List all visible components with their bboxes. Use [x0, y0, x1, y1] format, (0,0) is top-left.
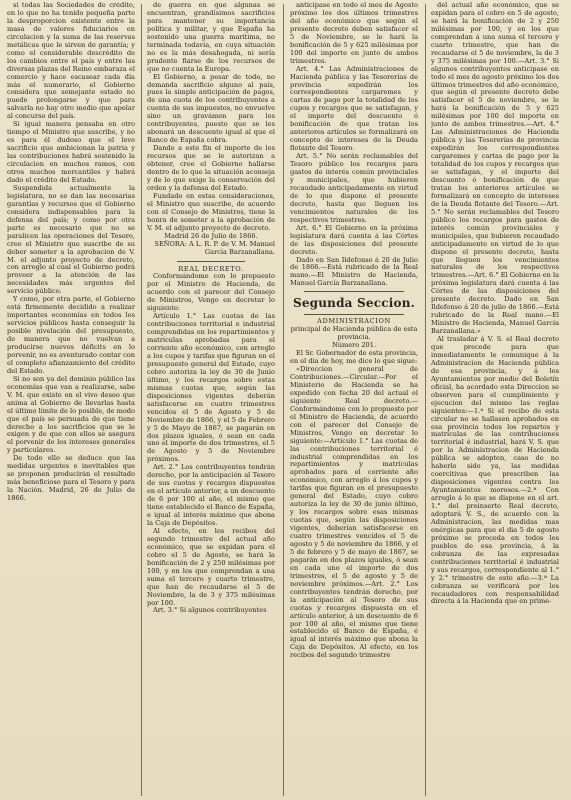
paragraph: Artículo 1.° Las cuotas de las contribuciones territorial e industrial comprendidas en los repartimientos y matrículas aprobadas para el corriente año económico, con arreglo a los cupos y tarifas que figuran en el presupuesto general del Estado, cuyo cobro autoriza la ley de 30 de Junio último, y los recargos sobre estas mismas cuotas que, según las disposiciones vigentes deberán satisfacerse en cuatro trimestres vencidos el 5 de Agosto y 5 de Noviembre de 1866, y el 5 de Febrero y 5 de Mayo de 1867, se pagarán en dos plazos iguales, ó sean en cada uno el importe de dos trimestres, el 5 de Agosto y 5 de Noviembre próximos. — [147, 312, 275, 464]
paragraph: Art. 2.° Los contribuyentes tendrán derecho, por la anticipación al Tesoro de sus cuotas y recargos dispuestos en el artículo anterior, a un descuento de 6 por 100 al año, el mismo que tiene establecido el Banco de España, e igual al interés máximo que abona la Caja de Depósitos. — [147, 463, 275, 527]
paragraph: De todo ello se deduce que las medidas urgentes e inevitables que se proponen producirán el resultado más beneficioso para el Tesoro y para la Nación. Madrid, 26 de Julio de 1866. — [7, 454, 135, 503]
circular-number: Número 201. — [331, 341, 377, 350]
paragraph: si todas las Sociedades de crédito, en lo que no ha tenido pequeña parte la desproporcion existente entre la masa de valores fiduciarios en circulacion y la suma de las reservas metálicas que le sirven de garantía; y como el considerable descrédito de los cambios entre el país y entre las diversas plazas del Reino embaraza el comercio y hace escasear cada día más el numerario, el Gobierno considera que semejante estado no puede prolongarse y que para salvarla no hay otro medio que apelar al concurso del país. — [7, 2, 135, 121]
column-2 — [147, 2, 275, 798]
column-divider — [141, 4, 142, 796]
paragraph: del actual año económico, que se expidan para el cobro en 5 de agosto, se hará la bonificación de 2 y 250 milésimas por 100, y en los que comprendan á una suma el tercero y cuarto trimestre, que han de recaudarse el 5 de noviembre, la de 3 y 375 milésimas por 100.—Art. 3.° Si algunos contribuyentes anticipase en todo el mes de agosto próximo los dos últimos trimestres del año económico, que según el presente decreto debe satisfacer el 5 de noviembre, se le hará la bonificación de 5 y 625 milésimas por 100 del importe en junto de ambos trimestres.—Art. 4.° Las Administraciones de Hacienda pública y las Tesorerías de provincia expedirán los correspondientes cargaremes y cartas de pago por la totalidad de los cupos y recargos que se satisfagan, y el importe del descuento ó bonificación de que tratan los anteriores artículos se formalizará en concepto de intereses de la Deuda flotante del Tesoro.—Art. 5.° No serán reclamables del Tesoro público los recargos para gastos de interés común provinciales y municipales, que hubieren recaudado anticipadamente en virtud de lo que dispone el presente decreto, hasta que lleguen los vencimientos naturales de los respectivos trimestres.—Art. 6.° El Gobierno en la próxima legislatura dará cuenta á las Córtes de las disposiciones del presente decreto. Dado en San Ildefonso á 20 de julio de 1866.—Está rubricado de la Real mano.—El Ministro de Hacienda, Manuel García Barzanallana.» — [431, 2, 559, 336]
paragraph: Art. 5.° No serán reclamables del Tesoro público los recargos para gastos de interés común provinciales y municipales, que hubieren recaudado anticipadamente en virtud de lo que dispone el presente decreto, hasta que lleguen los vencimientos naturales de los respectivos trimestres. — [290, 152, 418, 224]
paragraph: Suspendida actualmente la legislatura, no se dan las necesarias garantías y recursos que el Gobierno considera indispensables para la defensa del país; y como por otra parte es necesario que no se paralicen las operaciones del Tesoro, cree el Ministro que suscribe de su deber someter a la aprobacion de V. M. el adjunto proyecto de decreto, con arreglo al cual el Gobierno podrá proveer a la atención de las necesidades más urgentes del servicio público. — [7, 183, 135, 296]
paragraph: Art. 4.° Las Administraciones de Hacienda pública y las Tesorerías de provincia expedirán los correspondientes cargaremes y cartas de pago por la totalidad de los cupos y recargos que se satisfagan, y el importe del descuento ó bonificación de que tratan los anteriores artículos se formalizará en concepto de intereses de la Deuda flotante del Tesoro. — [290, 64, 418, 153]
decree-heading: REAL DECRETO. — [178, 264, 244, 273]
separator — [304, 314, 404, 315]
section-subtitle-line2: principal de Hacienda pública de esta provincia. — [290, 325, 418, 342]
separator — [304, 291, 404, 292]
paragraph: Dando a este fin el importe de los recursos que se le autorizan a obtener, cree el Gobierno hallarse dentro de lo que la situación aconseja y de lo que exige la conservación del orden y la defensa del Estado. — [147, 144, 275, 192]
paragraph: El Sr. Gobernador de esta provincia, en el dia de hoy, me dice lo que sigue: — [290, 349, 418, 366]
column-1 — [7, 2, 135, 798]
paragraph: anticipase en todo el mes de Agosto próximo los dos últimos trimestres del año económico que según el presente decreto deben satisfacer el 5 de Noviembre, se le hará la bonificación de 5 y 625 milésimas por 100 del importe en junto de ambos trimestres. — [290, 2, 418, 65]
section-subtitle: ADMINISTRACION — [317, 317, 391, 326]
paragraph: Si no son ya del dominio público las economías que van a realizarse, sabe V. M. que existe en el vivo deseo que anima al Gobierno de llevarlas hasta el último límite de lo posible, de modo que el país se persuada de que tiene derecho a los sacrificios que se le exigen y de que con ellos se asegura el porvenir de los intereses generales y particulares. — [7, 374, 135, 455]
paragraph: «Direccion general de Contribuciones.—Circular.—Por el Ministerio de Hacienda se ha expedido con fecha 20 del actual el siguiente Real decreto.—Conformándome con lo propuesto por el Ministro de Hacienda, de acuerdo con el parecer del Consejo de Ministros, Vengo en decretar lo siguiente:—Artículo 1.° Las cuotas de las contribuciones territorial é industrial comprendidas en los repartimientos y matrículas aprobados para el corriente año económico, con arreglo á los cupos y tarifas que figuran en el presupuesto general del Estado, cuyo cobro autoriza la ley de 30 de junio último, y los recargos sobre esas mismas cuotas que, según las disposiciones vigentes, deberían satisfacerse en cuatro trimestres vencidos el 5 de agosto y 5 de noviembre de 1866, y el 5 de febrero y 5 de mayo de 1867, se pagarán en dos plazos iguales, ó sean en cada uno el importe de dos trimestres, el 5 de agosto y 5 de noviembre próximos.—Art. 2.° Los contribuyentes tendrán derecho, por la anticipación al Tesoro de sus cuotas y recargos dispuesta en el artículo anterior, á un descuento de 6 por 100 al año, el mismo que tiene establecido el Banco de España, é igual al interés máximo que abona la Caja de Depósitos. Al efecto, en los recibos del segundo trimestre — [290, 365, 418, 660]
paragraph: Y como, por otra parte, el Gobierno está firmemente decidido a realizar importantes economías en todos los servicios públicos hasta conseguir la posible nivelación del presupuesto, de manera que no vuelvan a producirse nuevos déficits en lo porvenir, no es aventurado contar con el completo afianzamiento del crédito del Estado. — [7, 295, 135, 375]
paragraph: de guerra en que algunas se encuentran, grandísimos sacrificios para mantener su importancia política y militar, y que España ha sostenido una guerra marítima, no terminada todavía, en cuya situación no es la más desahogada, ni sería prudente fiarse de los recursos de que no cuenta la Europa. — [147, 2, 275, 73]
separator — [177, 261, 245, 262]
column-4 — [431, 2, 559, 798]
paragraph: Al efecto, en los recibos del segundo trimestre del actual año económico, que se expidan para el cobro el 5 de Agosto, se hará la bonificación de 2 y 250 milésimas por 100, y en los que comprendan a una suma el tercero y cuarto trimestre, que han de recaudarse el 5 de Noviembre, la de 3 y 375 milésimas por 100. — [147, 526, 275, 607]
paragraph: El Gobierno, a pesar de todo, no demanda sacrificio alguno al país, pues la simple anticipación de pagos, de una cuota de los contribuyentes a cuenta de sus impuestos, no envuelve sino un gravámen para los contribuyentes, puesto que se les abonará un descuento igual al que el Banco de España cobra. — [147, 72, 275, 145]
paragraph: Fundado en estas consideraciones, el Ministro que suscribe, de acuerdo con el Consejo de Ministros, tiene la honra de someter a la aprobación de V. M. el adjunto proyecto de decreto. — [147, 191, 275, 232]
dateline: Madrid 26 de Julio de 1866. — [164, 231, 258, 240]
column-3 — [290, 2, 418, 798]
paragraph: Art. 6.° El Gobierno en la próxima legislatura dará cuenta á las Córtes de las disposiciones del presente decreto. — [290, 223, 418, 256]
paragraph: Conformándome con lo propuesto por el Ministro de Hacienda, de acuerdo con el parecer del Consejo de Ministros, Vengo en decretar lo siguiente: — [147, 272, 275, 313]
paragraph: Si igual manera pensaba en otro tiempo el Ministro que suscribe, y no es para él dudoso que el leve sacrificio que ambicionan la patria y las contribuciones habrá sostenido la circulacion en muchos ramos, con otros muchos mercantiles y habrá dado el crédito del Estado. — [7, 120, 135, 184]
column-divider — [425, 4, 426, 796]
paragraph: Art. 3.° Si algunos contribuyentes — [153, 606, 267, 615]
signature: SEÑORA: A L. R. P. de V. M. Manuel García Barzanallana. — [154, 239, 275, 256]
section-title: Segunda Seccion. — [292, 296, 416, 311]
paragraph: Al trasladar á V. S. el Real decreto que precede para que inmediatamente le comunique á la Administracion de Hacienda pública de esa provincia, y á los Ayuntamientos por medio del Boletín oficial, ha acordado esta Direccion se observen para el cumplimiento y ejecucion del mismo las reglas siguientes:—1.ª Si el recibo de esta circular no se hallasen aprobados en esa provincia todos los repartos y matrículas de las contribuciones territorial é industrial, hará V. S. que por la Administracion de Hacienda pública se adopten, caso de no haberlo sido ya, las medidas coercitivas que prescriben las disposiciones vigentes contra los Ayuntamientos morosos.—2.ª Con arreglo á lo que se dispone en el art. 1.° del preinserto Real decreto, adoptará V. S., de acuerdo con la Administracion, las medidas mas enérgicas para que el dia 5 de agosto próximo se proceda en todos los pueblos de esa provincia, á la cobranza de las expresadas contribuciones territorial é industrial y sus recargos, correspondiente al 1.° y 2.° trimestre de este año.—3.ª La cobranza se verificará por los recaudadores con responsabilidad directa á la Hacienda que en prime- — [431, 335, 559, 606]
paragraph: Dado en San Ildefonso á 20 de Julio de 1866.—Está rubricado de la Real mano.—El Ministro de Hacienda, Manuel García Barzanallana. — [290, 255, 418, 288]
column-divider — [283, 4, 284, 796]
